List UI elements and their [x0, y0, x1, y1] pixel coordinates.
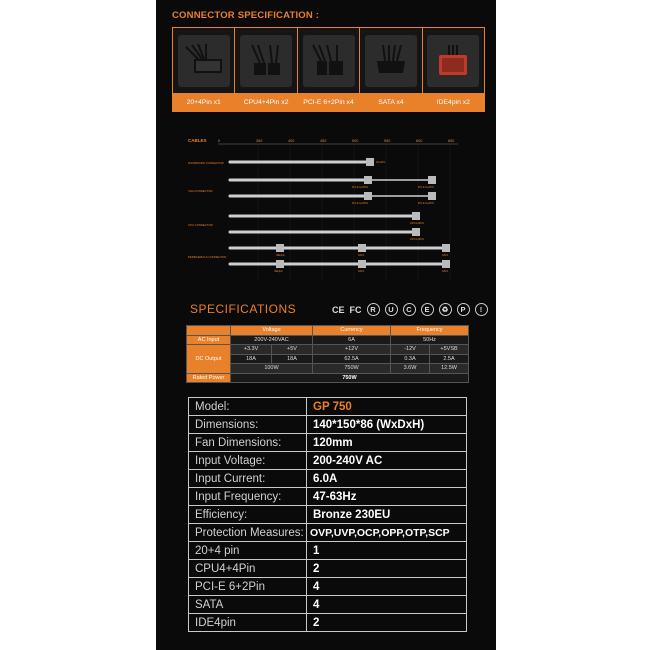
certification-logos: [332, 303, 488, 316]
spec-value: GP 750: [307, 398, 467, 416]
rail-voltage: +5V: [272, 345, 313, 355]
spec-key: PCI-E 6+2Pin: [189, 578, 307, 596]
spec-value: 4: [307, 578, 467, 596]
recycle-icon: ♻: [439, 303, 452, 316]
ac-currency: 6A: [313, 335, 391, 345]
molex-connector-icon: [427, 35, 479, 87]
table-row: [189, 506, 467, 524]
spec-value: 120mm: [307, 434, 467, 452]
connector-card: [360, 28, 422, 111]
atx-24pin-connector-icon: [178, 35, 230, 87]
cable-tag: 20+4Pin: [376, 161, 386, 164]
table-row: [189, 542, 467, 560]
spec-key: Protection Measures:: [189, 524, 307, 542]
cable-tag: CPU4+4PIN: [410, 222, 424, 225]
table-corner: [187, 326, 231, 336]
voltage-header: Voltage: [231, 326, 313, 336]
table-row: [189, 614, 467, 632]
fcc-mark-icon: FC: [349, 304, 362, 315]
cable-group-label: PERIPHERALS CONNECTOR: [188, 255, 227, 259]
cable-scale-tick: 600: [416, 139, 423, 143]
cable-scale-tick: 0: [218, 139, 221, 143]
connector-row: [172, 27, 485, 112]
spec-key: Input Voltage:: [189, 452, 307, 470]
table-row: [189, 560, 467, 578]
rail-watts: 750W: [313, 364, 391, 374]
table-row: [189, 434, 467, 452]
cable-tag: IDE4pin: [274, 270, 283, 273]
cable-tag: SATA: [442, 254, 449, 257]
spec-value: 47-63Hz: [307, 488, 467, 506]
spec-value: OVP,UVP,OCP,OPP,OTP,SCP: [307, 524, 467, 542]
rail-amps: 0.3A: [391, 354, 430, 364]
spec-value: Bronze 230EU: [307, 506, 467, 524]
connector-label: 20+4Pin x1: [173, 93, 234, 111]
table-row: [189, 596, 467, 614]
ac-frequency: 50Hz: [391, 335, 469, 345]
spec-key: SATA: [189, 596, 307, 614]
table-row: [189, 398, 467, 416]
spec-key: Input Current:: [189, 470, 307, 488]
spec-key: Dimensions:: [189, 416, 307, 434]
table-row: [189, 524, 467, 542]
cable-tag: PCI-E 6+2PIN: [418, 186, 434, 189]
currency-header: Currency: [313, 326, 391, 336]
ce-mark-icon: CE: [332, 304, 345, 315]
cable-scale-tick: 400: [288, 139, 295, 143]
frequency-header: Frequency: [391, 326, 469, 336]
model-spec-table: [188, 397, 467, 632]
specifications-title: SPECIFICATIONS: [190, 302, 297, 316]
rail-amps: 2.5A: [430, 354, 469, 364]
spec-key: Model:: [189, 398, 307, 416]
warning-icon: !: [475, 303, 488, 316]
cable-length-diagram: [186, 134, 466, 284]
spec-key: Efficiency:: [189, 506, 307, 524]
cable-scale-tick: 350: [256, 139, 263, 143]
cb-mark-icon: C: [403, 303, 416, 316]
spec-key: 20+4 pin: [189, 542, 307, 560]
spec-value: 4: [307, 596, 467, 614]
rail-watts: 3.6W: [391, 364, 430, 374]
rail-voltage: +3.3V: [231, 345, 272, 355]
rail-amps: 62.5A: [313, 354, 391, 364]
cable-scale-tick: 650: [448, 139, 455, 143]
cable-tag: PCI-E 6+2PIN: [352, 202, 368, 205]
cable-group-label: CPU CONNECTOR: [188, 223, 213, 227]
rail-amps: 18A: [272, 354, 313, 364]
electrical-spec-table: [186, 325, 469, 383]
rail-watts: 12.5W: [430, 364, 469, 374]
cable-scale-tick: 550: [384, 139, 391, 143]
rail-amps: 18A: [231, 354, 272, 364]
spec-value: 1: [307, 542, 467, 560]
cpu-8pin-connector-icon: [240, 35, 292, 87]
product-spec-panel: [156, 0, 496, 650]
erp-mark-icon: E: [421, 303, 434, 316]
rated-power-value: 750W: [231, 373, 469, 383]
spec-value: 2: [307, 614, 467, 632]
spec-value: 6.0A: [307, 470, 467, 488]
spec-value: 140*150*86 (WxDxH): [307, 416, 467, 434]
spec-key: Input Frequency:: [189, 488, 307, 506]
table-row: [189, 488, 467, 506]
spec-key: Fan Dimensions:: [189, 434, 307, 452]
spec-key: IDE4pin: [189, 614, 307, 632]
table-row: [189, 416, 467, 434]
ukca-mark-icon: U: [385, 303, 398, 316]
pse-mark-icon: P: [457, 303, 470, 316]
rated-power-label: Rated Power: [187, 373, 231, 383]
connector-card: [298, 28, 360, 111]
cable-tag: IDE4pin: [276, 254, 285, 257]
connector-card: [235, 28, 297, 111]
connector-label: SATA x4: [360, 93, 421, 111]
spec-key: CPU4+4Pin: [189, 560, 307, 578]
dc-output-label: DC Output: [187, 345, 231, 374]
cable-group-label: MAINBOARD CONNECTOR: [188, 161, 224, 165]
connector-card: [423, 28, 484, 111]
cable-tag: PCI-E 6+2PIN: [352, 186, 368, 189]
ac-voltage: 200V-240VAC: [231, 335, 313, 345]
spec-value: 2: [307, 560, 467, 578]
cable-tag: SATA: [442, 270, 449, 273]
connector-label: CPU4+4Pin x2: [235, 93, 296, 111]
spec-value: 200-240V AC: [307, 452, 467, 470]
rohs-mark-icon: R: [367, 303, 380, 316]
sata-connector-icon: [365, 35, 417, 87]
table-row: [189, 470, 467, 488]
cable-tag: SATA: [358, 254, 365, 257]
cable-tag: CPU4+4PIN: [410, 238, 424, 241]
cable-scale-tick: 500: [352, 139, 359, 143]
cable-tag: PCI-E 6+2PIN: [418, 202, 434, 205]
connector-spec-title: CONNECTOR SPECIFICATION :: [172, 10, 320, 21]
table-row: [189, 452, 467, 470]
connector-label: IDE4pin x2: [423, 93, 484, 111]
cable-group-label: VGA CONNECTOR: [188, 189, 213, 193]
cable-tag: SATA: [358, 270, 365, 273]
rail-voltage: +5VSB: [430, 345, 469, 355]
rail-voltage: -12V: [391, 345, 430, 355]
cable-scale-tick: 450: [320, 139, 327, 143]
table-row: [189, 578, 467, 596]
cables-title: CABLES: [188, 138, 207, 143]
rail-watts: 100W: [231, 364, 313, 374]
ac-input-label: AC Input: [187, 335, 231, 345]
pcie-8pin-connector-icon: [303, 35, 355, 87]
connector-card: [173, 28, 235, 111]
rail-voltage: +12V: [313, 345, 391, 355]
connector-label: PCI-E 6+2Pin x4: [298, 93, 359, 111]
